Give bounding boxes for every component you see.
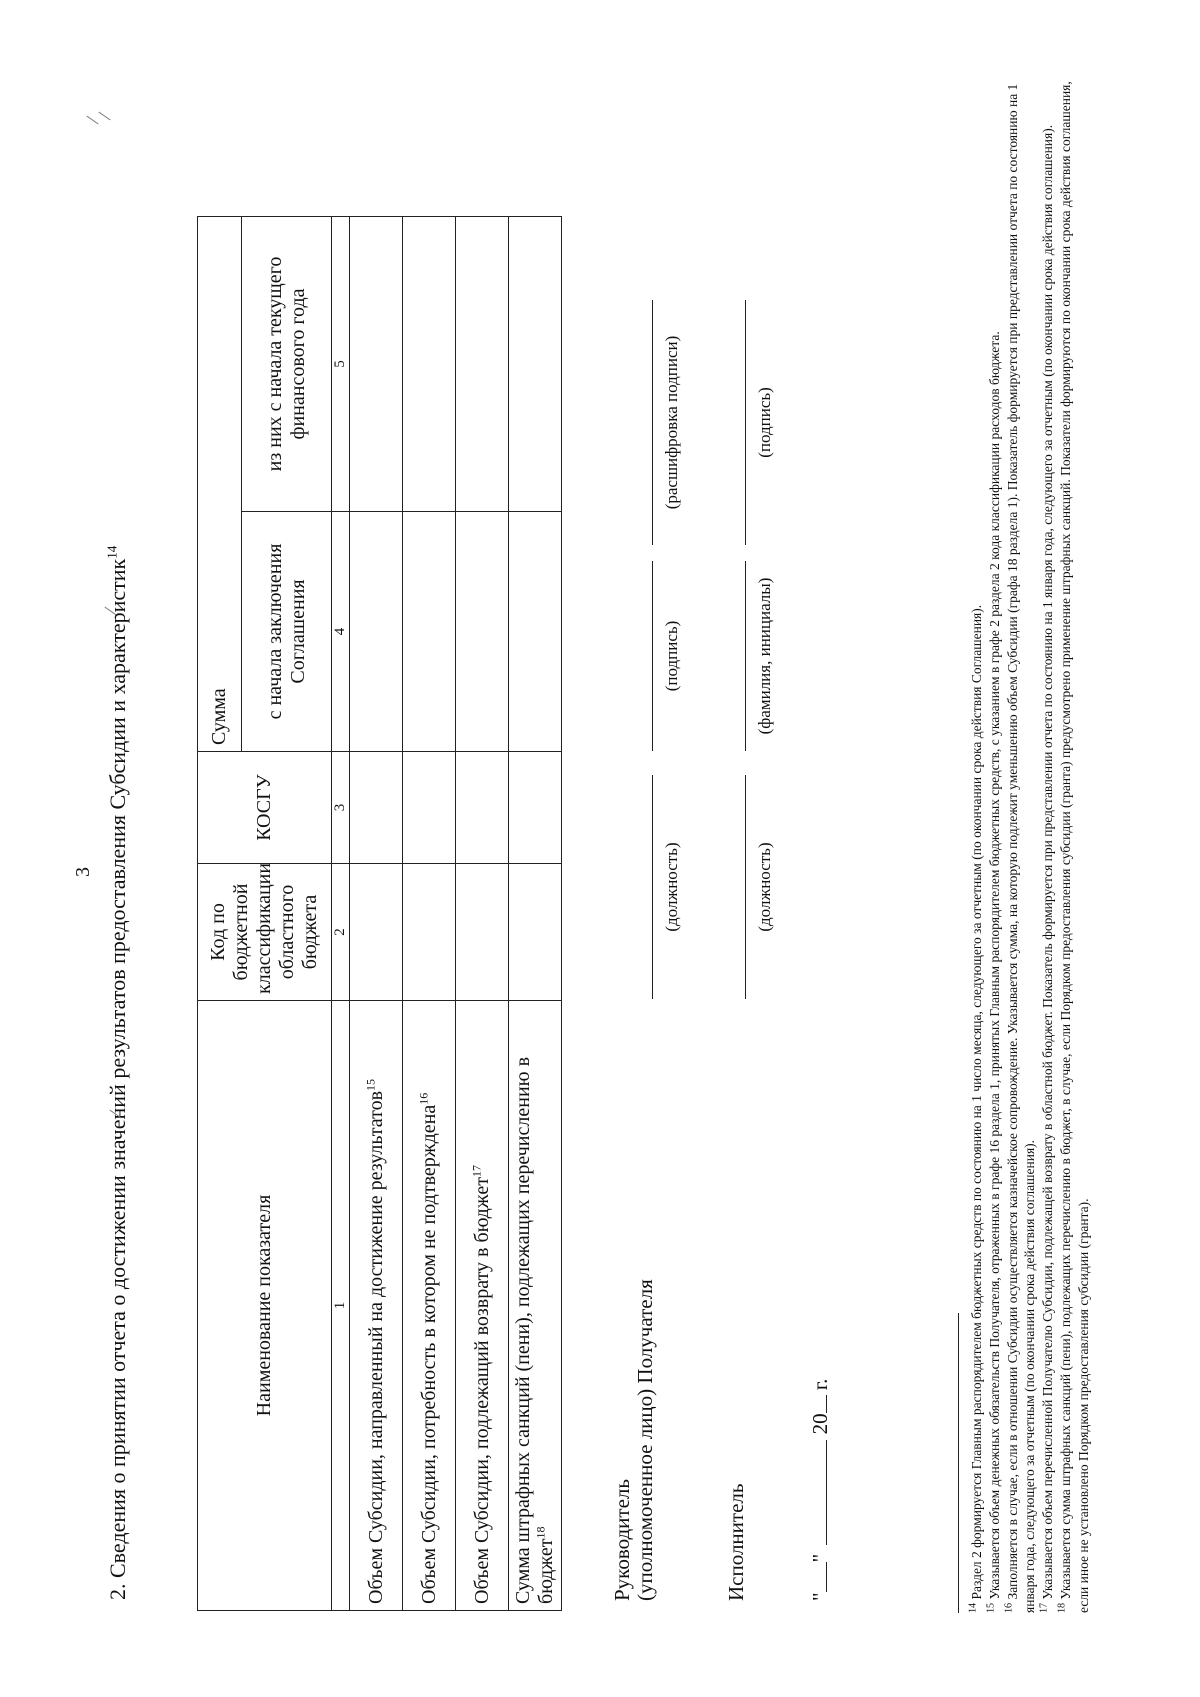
row-label-text: Объем Субсидии, потребность в котором не подтверждена: [417, 1104, 440, 1604]
row-label: [350, 1001, 403, 1611]
head-decoding-caption: (расшифровка подписи): [662, 335, 681, 510]
cell-since-year: [456, 216, 509, 511]
footnotes: [968, 63, 1093, 1613]
cell-since-year: [350, 216, 403, 511]
cell-kosgu: [350, 752, 403, 864]
footnote-ref: 17: [469, 1165, 484, 1178]
cell-since-agreement: [350, 512, 403, 752]
row-label-text: Сумма штрафных санкций (пени), подлежащих перечислению в бюджет: [512, 1056, 558, 1604]
scan-mark: [86, 116, 98, 125]
row-label-text: Объем Субсидии, подлежащий возврату в бюджет: [470, 1177, 493, 1604]
header-indicator-name: Наименование показателя: [198, 1001, 332, 1611]
row-label-text: Объем Субсидии, направленный на достижение результатов: [364, 1090, 387, 1604]
footnote-ref: 18: [533, 1526, 548, 1539]
date-year-prefix: 20: [808, 1413, 832, 1435]
executor-name-line: [745, 561, 746, 751]
header-budget-code: Код по бюджетной классификации областного бюджета: [198, 864, 332, 1001]
head-label-line-1: Руководитель: [610, 1479, 634, 1601]
footnote: [1057, 63, 1093, 1613]
page-number: 3: [72, 867, 94, 877]
head-signature-caption: (подпись): [662, 620, 681, 692]
cell-budget-code: [403, 864, 456, 1001]
head-position-caption: (должность): [662, 842, 681, 932]
head-position-line: [652, 775, 653, 999]
table-row: [403, 216, 456, 1610]
cell-budget-code: [456, 864, 509, 1001]
footnote-number: 14: [967, 1602, 979, 1613]
section-title-text: 2. Сведения о принятии отчета о достижении значений результатов предоставления Субсидии и характеристик: [105, 558, 130, 1600]
executor-signature-caption: (подпись): [755, 387, 774, 458]
column-number: 2: [332, 864, 350, 1001]
head-label-line-2: (уполномоченное лицо) Получателя: [633, 1279, 658, 1601]
head-label: [611, 1279, 657, 1601]
cell-since-year: [403, 216, 456, 511]
footnote-text: Раздел 2 формируется Главным распорядителем бюджетных средств по состоянию на 1 число месяца, следующего за отчетным (по окончании срока действия Соглашения).: [969, 604, 984, 1600]
footnote: [1004, 63, 1040, 1613]
executor-position-line: [745, 775, 746, 999]
scan-mark: [98, 112, 110, 121]
footnote-text: Указывается объем денежных обязательств Получателя, отраженных в графе 16 раздела 1, принятых Главным распорядителем бюджетных средств, с указанием в графе 2 раздела 2 кода классификации расходов бюджета.: [986, 331, 1002, 1600]
section-title-footnote-ref: 14: [104, 545, 120, 559]
column-number: 4: [332, 512, 350, 752]
footnote-number: 17: [1038, 1602, 1050, 1613]
date-quote-close: ": [808, 1553, 832, 1563]
column-number: 1: [332, 1001, 350, 1611]
table-row: [350, 216, 403, 1610]
row-label: [403, 1001, 456, 1611]
header-since-agreement: с начала заключения Соглашения: [242, 512, 332, 752]
section-title: [105, 546, 131, 1600]
footnote-ref: 15: [363, 1078, 378, 1091]
footnote-ref: 16: [416, 1092, 431, 1105]
executor-name-caption: (фамилия, инициалы): [755, 577, 774, 735]
row-label: [456, 1001, 509, 1611]
footnote-text: Указывается сумма штрафных санкций (пени), подлежащих перечислению в бюджет, в случае, если Порядком предоставления субсидии (гранта) предусмотрено применение штрафных санкций. Показатели формируются по окончании срока действия соглашения, если иное не установлено Порядком предоставления субсидии (гранта).: [1058, 81, 1091, 1613]
date-year-suffix: г.: [808, 1378, 832, 1391]
head-signature-line: [652, 561, 653, 751]
cell-kosgu: [403, 752, 456, 864]
footnote-text: Заполняется в случае, если в отношении Субсидии осуществляется казначейское сопровождение. Указывается сумма, на которую подлежит уменьшению объем Субсидии (графа 18 раздела 1). Показатель формируется при представлении отчета по состоянию на 1 января года, следующего за отчетным (по окончании срока действия соглашения).: [1004, 83, 1038, 1613]
head-decoding-line: [652, 300, 653, 545]
footnote-number: 18: [1056, 1602, 1068, 1613]
footnote: [968, 63, 986, 1613]
date-year-blank: [826, 1395, 827, 1413]
footnote: [986, 63, 1004, 1613]
header-kosgu: КОСГУ: [198, 752, 332, 864]
column-number: 5: [332, 216, 350, 511]
table-row: [456, 216, 509, 1610]
footnote-divider: [958, 1313, 959, 1613]
footnote-number: 16: [1003, 1602, 1015, 1613]
header-since-year: из них с начала текущего финансового года: [242, 216, 332, 511]
subsidy-report-table: [197, 216, 562, 1611]
date-month-blank: [826, 1440, 827, 1545]
column-number-row: [332, 216, 350, 1610]
executor-signature-line: [745, 300, 746, 545]
executor-position-caption: (должность): [755, 842, 774, 932]
header-sum: Сумма: [198, 216, 242, 751]
executor-label: Исполнитель: [724, 1483, 748, 1601]
footnote-text: Указывается объем перечисленной Получателю Субсидии, подлежащей возврату в областной бюджет. Показатель формируется при представлении отчета по состоянию на 1 января года, следующего за отчетным (по окончании срока действия соглашения).: [1040, 124, 1056, 1600]
cell-since-agreement: [403, 512, 456, 752]
date-quote-open: ": [808, 1592, 832, 1601]
cell-kosgu: [456, 752, 509, 864]
row-label: [509, 1001, 562, 1611]
footnote-number: 15: [985, 1602, 997, 1613]
table-row: [509, 216, 562, 1610]
cell-since-agreement: [456, 512, 509, 752]
cell-budget-code: [509, 864, 562, 1001]
column-number: 3: [332, 752, 350, 864]
cell-kosgu: [509, 752, 562, 864]
cell-since-agreement: [509, 512, 562, 752]
date-line: [808, 1379, 833, 1601]
date-day-blank: [826, 1562, 827, 1592]
cell-budget-code: [350, 864, 403, 1001]
footnote: [1039, 63, 1057, 1613]
cell-since-year: [509, 216, 562, 511]
